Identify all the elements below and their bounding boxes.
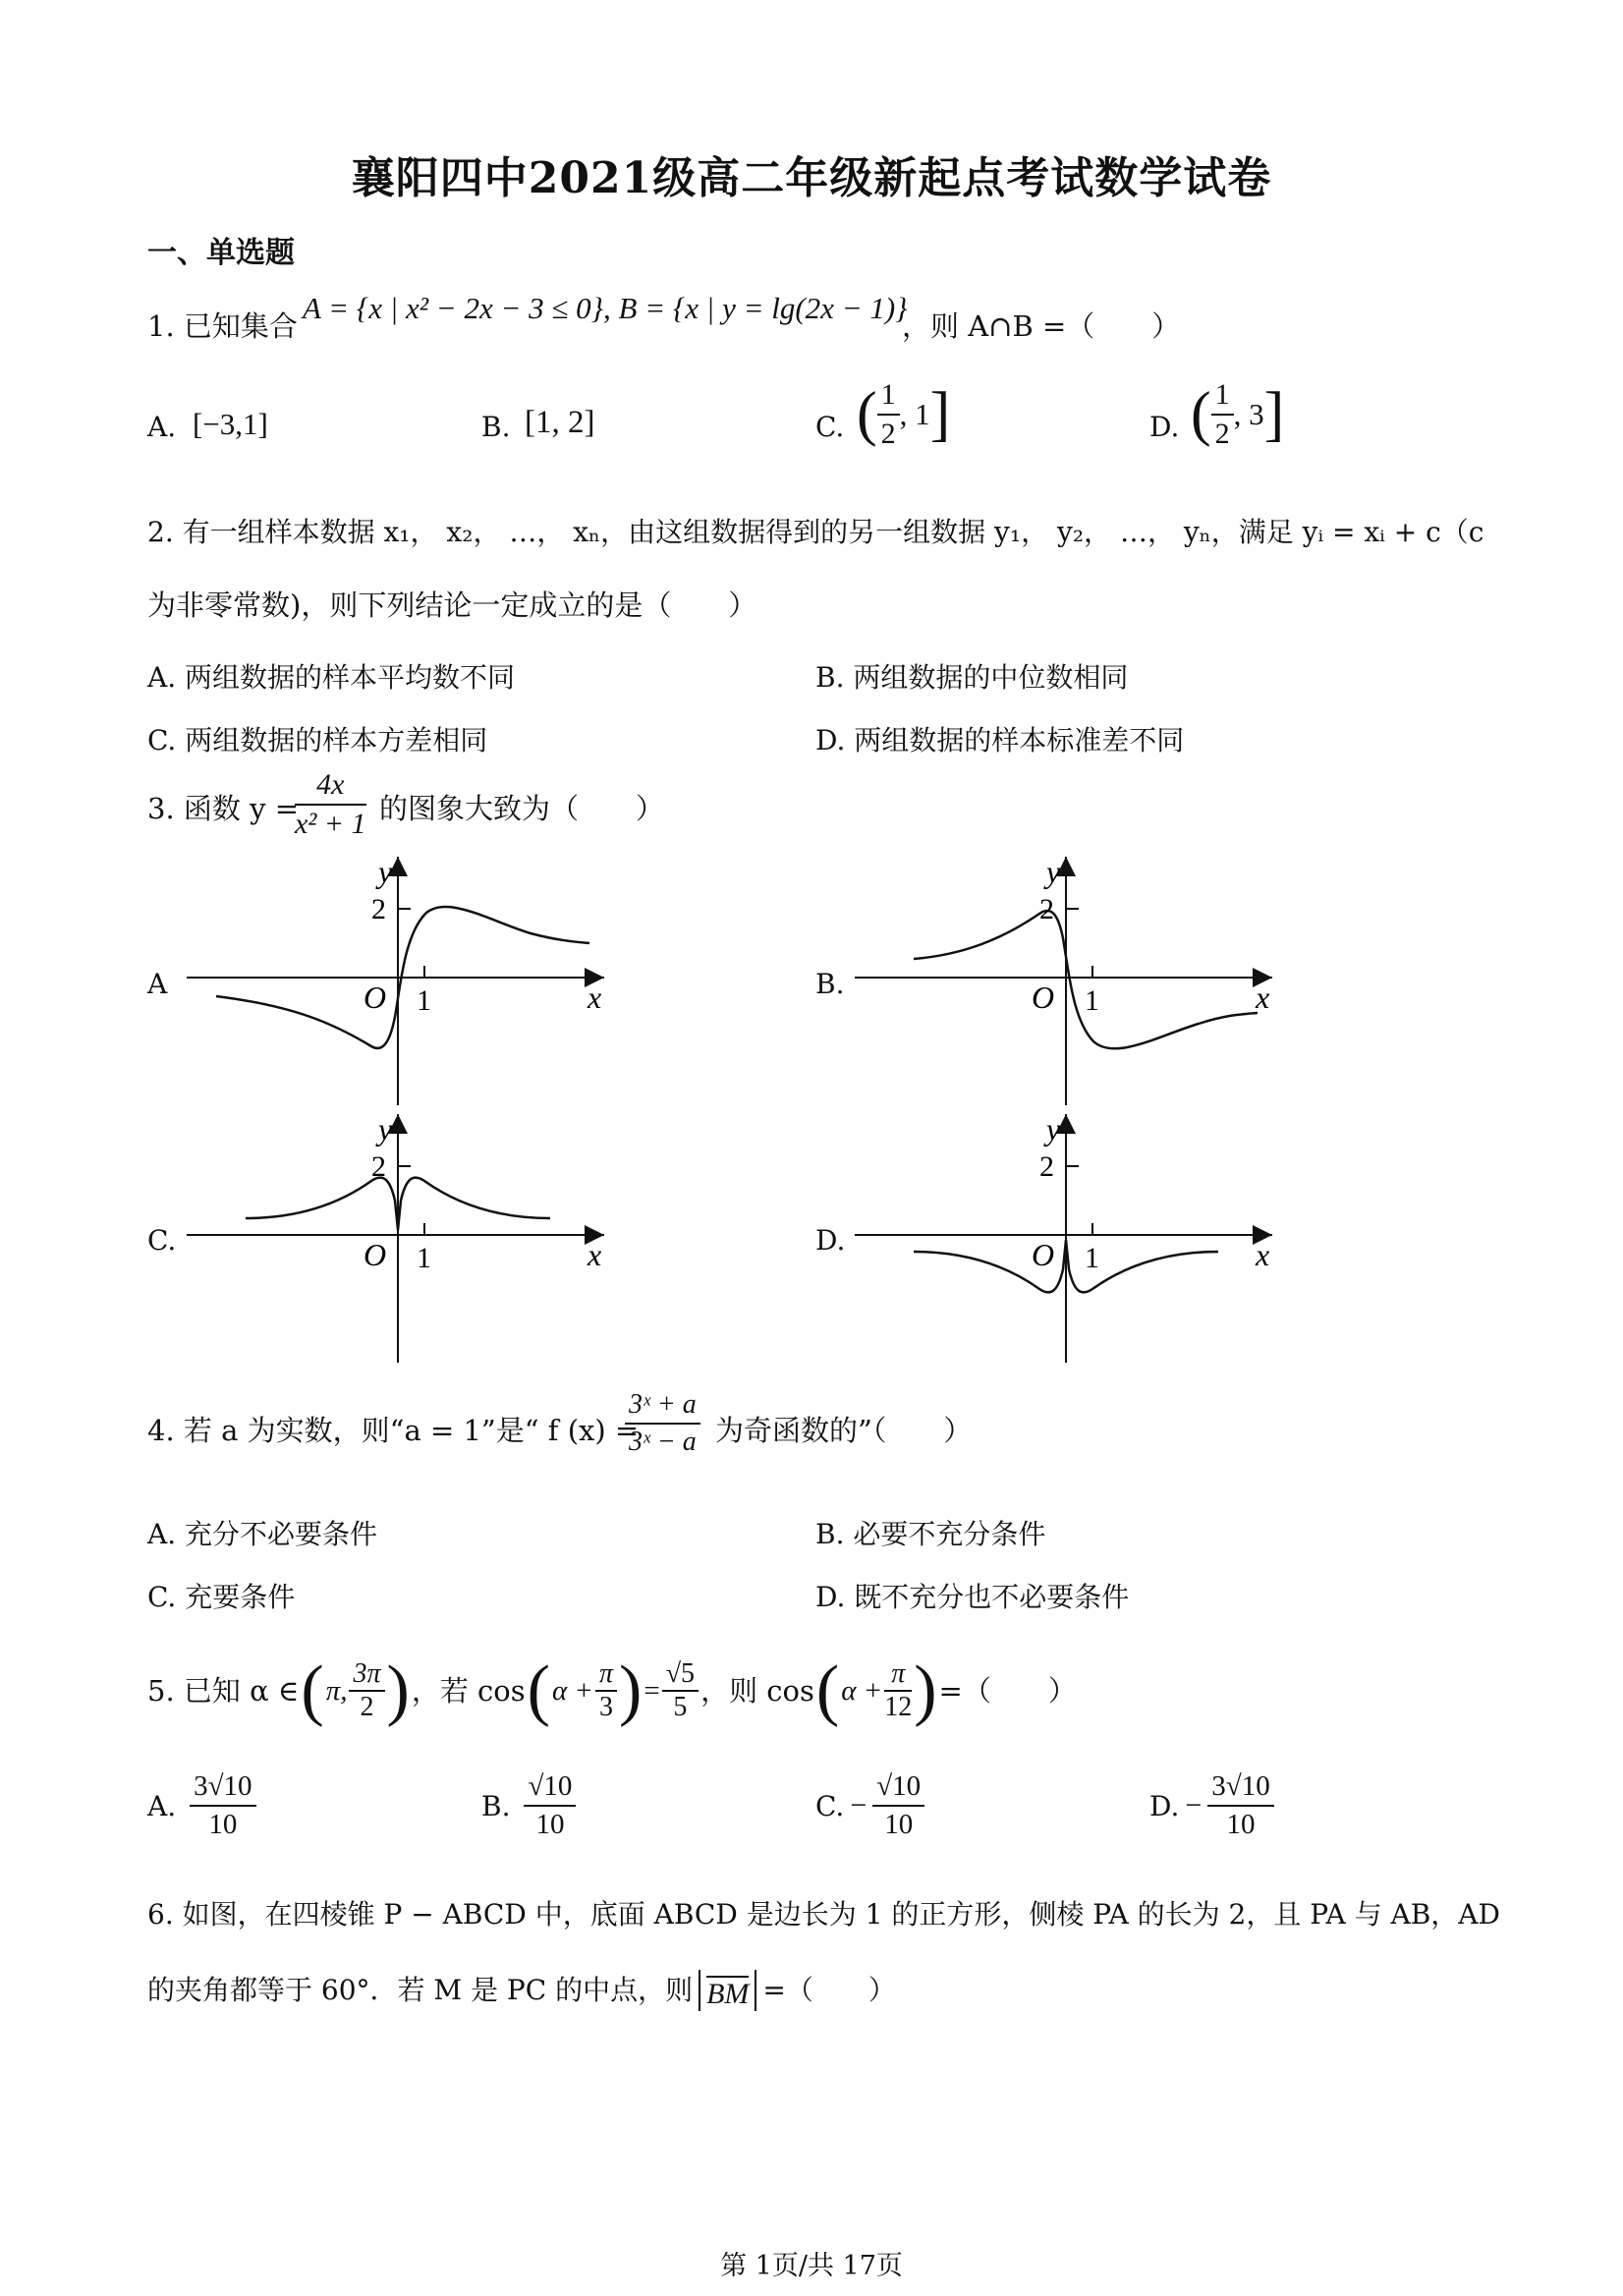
question-2-line-2: 为非零常数)，则下列结论一定成立的是（ ） [147, 588, 757, 622]
q5-fraction-pi-3: $\frac{\pi}{3}$ [595, 1660, 617, 1721]
graph-c-origin: O [364, 1237, 387, 1272]
q1-option-d-label: D. [1149, 411, 1180, 443]
graph-b-y-label: y [1046, 854, 1061, 889]
question-3-fraction: $\frac{4x}{\text{x² + 1}}$ [295, 768, 366, 840]
q1-option-a-value: [−3,1] [193, 407, 268, 441]
question-4-text-2: 为奇函数的”（ ） [715, 1414, 973, 1447]
q1-option-c-label: C. [815, 411, 845, 443]
graph-option-d [855, 1102, 1297, 1363]
q5-text-end: =（ ） [938, 1673, 1077, 1708]
graph-a-y-label: y [378, 854, 393, 889]
page-footer: 第 1页/共 17页 [720, 2251, 903, 2281]
section-heading: 一、单选题 [147, 236, 295, 270]
q5-option-d: D. − $\frac{3√10}{10}$ [1149, 1770, 1274, 1841]
q6-text-end: =（ ） [762, 1974, 896, 2006]
q1-option-a-label: A. [147, 411, 177, 443]
question-4-fraction: $\frac{\text{3ˣ + a}}{\text{3ˣ − a}}$ [625, 1389, 700, 1458]
question-3-suffix: 的图象大致为（ ） [379, 792, 665, 825]
question-5: 5. 已知 α ∈ ( π, $\frac{3\pi}{2}$ ) ，若 cos ( α + $\frac{\pi}{3}$ ) = $\frac{√5}{5}$ ，则 cos ( α + $\frac{\pi}{12}$ ) =（ ） [147, 1652, 1077, 1728]
q5-pi: π, [325, 1674, 348, 1707]
graph-a-x-label: x [588, 980, 602, 1015]
q4-option-a: A. 充分不必要条件 [147, 1518, 378, 1550]
q4-option-d: D. 既不充分也不必要条件 [815, 1581, 1130, 1613]
q1-option-b-label: B. [481, 411, 511, 443]
q2-option-a: A. 两组数据的样本平均数不同 [147, 661, 516, 694]
graph-b-origin: O [1032, 980, 1055, 1015]
q5-fraction-sqrt5-5: $\frac{√5}{5}$ [662, 1660, 699, 1721]
graph-c-tick-1: 1 [417, 1242, 431, 1274]
q5-text-cos: ，若 cos [411, 1673, 526, 1708]
question-6-line-2 [147, 1970, 896, 2011]
q5-alpha-plus-2: α + [841, 1674, 883, 1707]
q1-option-b-value: [1, 2] [525, 405, 595, 440]
q3-option-b-label: B. [815, 968, 845, 1000]
q3-option-d-label: D. [815, 1224, 846, 1257]
question-2-line-1: 2. 有一组样本数据 x₁， x₂， …， xₙ，由这组数据得到的另一组数据 y₁， y₂， …， yₙ，满足 yᵢ = xᵢ + c（c [147, 516, 1484, 548]
graph-option-a [187, 845, 629, 1105]
q5-text-then-cos: ，则 cos [700, 1673, 814, 1708]
q5-fraction-3pi-2: $\frac{3\pi}{2}$ [349, 1660, 384, 1721]
graph-option-b [855, 845, 1297, 1105]
q4-option-c: C. 充要条件 [147, 1581, 296, 1613]
paper-title: 襄阳四中2021级高二年级新起点考试数学试卷 [351, 153, 1272, 203]
q5-fraction-pi-12: $\frac{\pi}{12}$ [884, 1658, 913, 1722]
q3-option-a-label: A [147, 968, 168, 1000]
q5-alpha-plus: α + [551, 1674, 593, 1707]
question-3-prefix: 3. 函数 y = [147, 792, 300, 825]
graph-b-x-label: x [1256, 980, 1270, 1015]
graph-d-tick-1: 1 [1085, 1242, 1099, 1274]
graph-a-tick-2: 2 [371, 893, 386, 925]
question-6-line-1: 6. 如图，在四棱锥 P − ABCD 中，底面 ABCD 是边长为 1 的正方形，侧棱 PA 的长为 2，且 PA 与 AB，AD [147, 1898, 1500, 1931]
q5-text-1: 5. 已知 α ∈ [147, 1673, 300, 1708]
graph-d-tick-2: 2 [1039, 1150, 1054, 1183]
graph-a-tick-1: 1 [417, 984, 431, 1017]
q4-option-b: B. 必要不充分条件 [815, 1518, 1046, 1550]
graph-c-y-label: y [378, 1111, 393, 1147]
graph-d-origin: O [1032, 1237, 1055, 1272]
q1-option-d-value: ( $\frac{1}{2}$ , 3] [1191, 378, 1285, 450]
q5-option-c: C. − $\frac{√10}{10}$ [815, 1770, 924, 1841]
q2-option-d: D. 两组数据的样本标准差不同 [815, 724, 1185, 756]
q2-option-b: B. 两组数据的中位数相同 [815, 661, 1129, 694]
question-4-text-1: 4. 若 a 为实数，则“a = 1”是“ f (x) = [147, 1414, 640, 1447]
graph-a-origin: O [364, 980, 387, 1015]
q5-option-a: A. $\frac{3√10}{10}$ [147, 1770, 256, 1841]
graph-c-x-label: x [588, 1237, 602, 1272]
question-1-tail: ，则 A∩B =（ ） [902, 309, 1181, 343]
graph-option-c [187, 1102, 629, 1363]
q3-option-c-label: C. [147, 1224, 177, 1257]
graph-d-x-label: x [1256, 1237, 1270, 1272]
graph-c-tick-2: 2 [371, 1150, 386, 1183]
graph-b-tick-2: 2 [1039, 893, 1054, 925]
question-1-sets: A = {x | x² − 2x − 3 ≤ 0}, B = {x | y = lg(2x − 1)} [303, 291, 908, 325]
q1-option-c-value: ( $\frac{1}{2}$ , 1] [857, 378, 951, 450]
question-1-number: 1. 已知集合 [147, 309, 298, 343]
q6-vector-magnitude: BM [699, 1970, 756, 2011]
graph-d-y-label: y [1046, 1111, 1061, 1147]
q5-option-b: B. $\frac{√10}{10}$ [481, 1770, 576, 1841]
q6-text: 的夹角都等于 60°．若 M 是 PC 的中点，则 [147, 1974, 694, 2006]
graph-b-tick-1: 1 [1085, 984, 1099, 1017]
q2-option-c: C. 两组数据的样本方差相同 [147, 724, 488, 756]
q5-equals: = [644, 1674, 660, 1707]
